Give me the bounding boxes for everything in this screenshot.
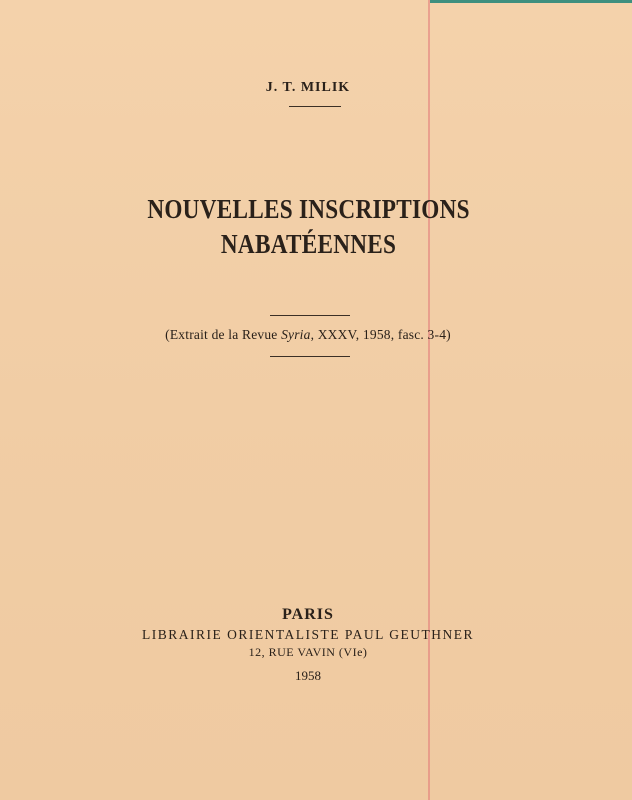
extract-prefix: (Extrait de la Revue [165, 327, 282, 342]
extract-note [0, 327, 616, 343]
publisher-address: 12, RUE VAVIN (VIe) [248, 645, 368, 659]
divider-rule [289, 106, 341, 107]
journal-name: Syria [281, 327, 311, 342]
divider-rule [270, 315, 350, 316]
top-edge-strip [430, 0, 632, 3]
extract-suffix: , XXXV, 1958, fasc. 3-4) [310, 327, 451, 342]
book-title [44, 192, 574, 262]
publication-city: PARIS [282, 606, 334, 623]
title-line-2: NABATÉENNES [220, 229, 397, 259]
publication-year: 1958 [295, 668, 321, 683]
author-name: J. T. MILIK [265, 80, 351, 95]
divider-rule [270, 356, 350, 357]
publisher-name: LIBRAIRIE ORIENTALISTE PAUL GEUTHNER [141, 627, 475, 642]
title-line-1: NOUVELLES INSCRIPTIONS [147, 194, 470, 224]
